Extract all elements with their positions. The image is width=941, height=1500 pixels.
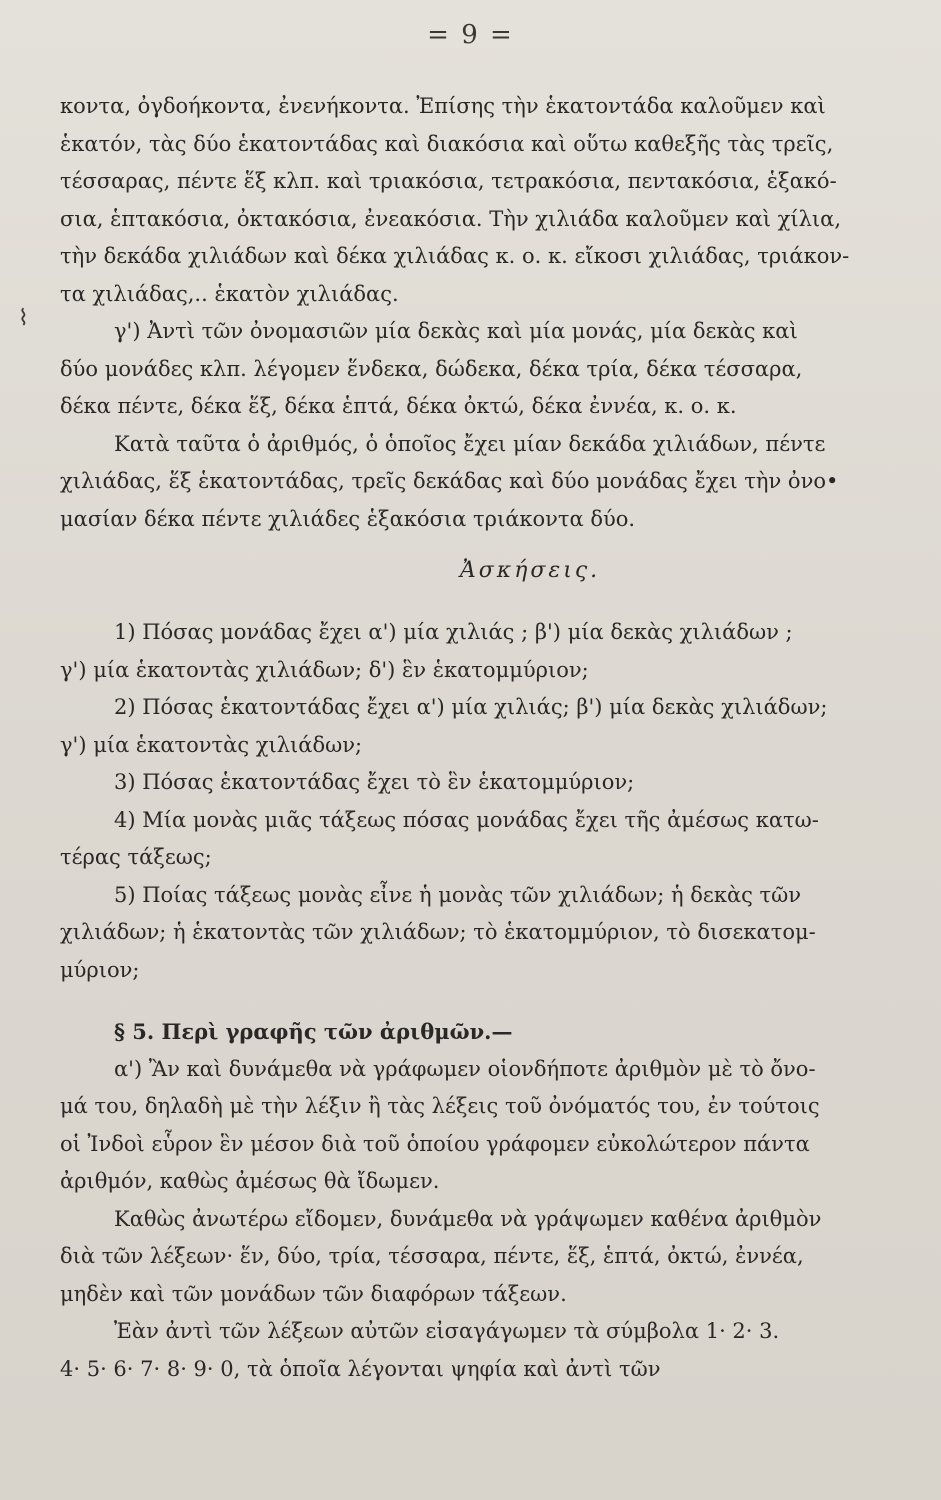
text-line: γ') Ἀντὶ τῶν ὀνομασιῶν μία δεκὰς καὶ μία μονάς, μία δεκὰς καὶ bbox=[114, 319, 798, 343]
text-line: μασίαν δέκα πέντε χιλιάδες ἑξακόσια τριάκοντα δύο. bbox=[60, 506, 636, 531]
text-line: τὴν δεκάδα χιλιάδων καὶ δέκα χιλιάδας κ. ο. κ. εἴκοσι χιλιάδας, τριάκον- bbox=[60, 244, 850, 268]
text-line: 4· 5· 6· 7· 8· 9· 0, τὰ ὁποῖα λέγονται ψηφία καὶ ἀντὶ τῶν bbox=[60, 1356, 661, 1381]
exercises-list bbox=[60, 614, 880, 989]
text-line: κοντα, ὀγδοήκοντα, ἐνενήκοντα. Ἐπίσης τὴν ἑκατοντάδα καλοῦμεν καὶ bbox=[60, 94, 826, 118]
exercise-line: 2) Πόσας ἑκατοντάδας ἔχει α') μία χιλιάς; β') μία δεκὰς χιλιάδων; bbox=[114, 695, 828, 719]
exercise-line: τέρας τάξεως; bbox=[60, 845, 212, 869]
section-title: § 5. Περὶ γραφῆς τῶν ἀριθμῶν.— bbox=[114, 1019, 513, 1044]
text-line: Κατὰ ταῦτα ὁ ἀριθμός, ὁ ὁποῖος ἔχει μίαν δεκάδα χιλιάδων, πέντε bbox=[114, 431, 826, 456]
exercises-heading: Ἀσκήσεις. bbox=[459, 558, 601, 583]
exercise-line: μύριον; bbox=[60, 957, 140, 982]
exercise-line: 4) Μία μονὰς μιᾶς τάξεως πόσας μονάδας ἔχει τῆς ἀμέσως κατω- bbox=[114, 807, 819, 832]
text-line: Ἐὰν ἀντὶ τῶν λέξεων αὐτῶν εἰσαγάγωμεν τὰ σύμβολα 1· 2· 3. bbox=[114, 1319, 780, 1343]
section-5 bbox=[60, 1013, 880, 1388]
text-line: δέκα πέντε, δέκα ἕξ, δέκα ἑπτά, δέκα ὀκτώ, δέκα ἐννέα, κ. ο. κ. bbox=[60, 394, 737, 418]
text-line: α') Ἂν καὶ δυνάμεθα νὰ γράφωμεν οἱονδήποτε ἀριθμὸν μὲ τὸ ὄνο- bbox=[114, 1056, 816, 1081]
text-line: οἱ Ἰνδοὶ εὗρον ἓν μέσον διὰ τοῦ ὁποίου γράφομεν εὐκολώτερον πάντα bbox=[60, 1131, 810, 1156]
exercise-line: 3) Πόσας ἑκατοντάδας ἔχει τὸ ἓν ἑκατομμύριον; bbox=[114, 770, 635, 794]
exercise-line: γ') μία ἑκατοντὰς χιλιάδων; δ') ἓν ἑκατομμύριον; bbox=[60, 657, 589, 682]
text-line: ἑκατόν, τὰς δύο ἑκατοντάδας καὶ διακόσια καὶ οὕτω καθεξῆς τὰς τρεῖς, bbox=[60, 131, 834, 156]
text-line: διὰ τῶν λέξεων· ἕν, δύο, τρία, τέσσαρα, πέντε, ἕξ, ἑπτά, ὀκτώ, ἐννέα, bbox=[60, 1244, 804, 1268]
page-number: = 9 = bbox=[427, 20, 514, 50]
exercises-section bbox=[60, 552, 880, 590]
exercise-line: γ') μία ἑκατοντὰς χιλιάδων; bbox=[60, 732, 363, 757]
text-line: χιλιάδας, ἕξ ἑκατοντάδας, τρεῖς δεκάδας καὶ δύο μονάδας ἔχει τὴν ὀνο• bbox=[60, 469, 839, 493]
text-line: δύο μονάδες κλπ. λέγομεν ἕνδεκα, δώδεκα, δέκα τρία, δέκα τέσσαρα, bbox=[60, 356, 803, 381]
paragraph-numbers-names bbox=[60, 88, 880, 538]
exercise-line: χιλιάδων; ἡ ἑκατοντὰς τῶν χιλιάδων; τὸ ἑκατομμύριον, τὸ δισεκατομ- bbox=[60, 920, 816, 944]
exercise-line: 5) Ποίας τάξεως μονὰς εἶνε ἡ μονὰς τῶν χιλιάδων; ἡ δεκὰς τῶν bbox=[114, 882, 802, 907]
text-line: ἀριθμόν, καθὼς ἀμέσως θὰ ἴδωμεν. bbox=[60, 1169, 440, 1193]
text-line: σια, ἑπτακόσια, ὀκτακόσια, ἐνεακόσια. Τὴν χιλιάδα καλοῦμεν καὶ χίλια, bbox=[60, 206, 842, 231]
text-line: Καθὼς ἀνωτέρω εἴδομεν, δυνάμεθα νὰ γράψωμεν καθένα ἀριθμὸν bbox=[114, 1206, 822, 1231]
text-line: τα χιλιάδας,.. ἑκατὸν χιλιάδας. bbox=[60, 281, 399, 306]
exercise-line: 1) Πόσας μονάδας ἔχει α') μία χιλιάς ; β') μία δεκὰς χιλιάδων ; bbox=[114, 620, 793, 644]
text-line: μά του, δηλαδὴ μὲ τὴν λέξιν ἢ τὰς λέξεις τοῦ ὀνόματός του, ἐν τούτοις bbox=[60, 1094, 820, 1118]
margin-mark: ⌇ bbox=[18, 306, 29, 331]
text-line: τέσσαρας, πέντε ἕξ κλπ. καὶ τριακόσια, τετρακόσια, πεντακόσια, ἑξακό- bbox=[60, 169, 837, 193]
text-line: μηδὲν καὶ τῶν μονάδων τῶν διαφόρων τάξεων. bbox=[60, 1281, 567, 1306]
